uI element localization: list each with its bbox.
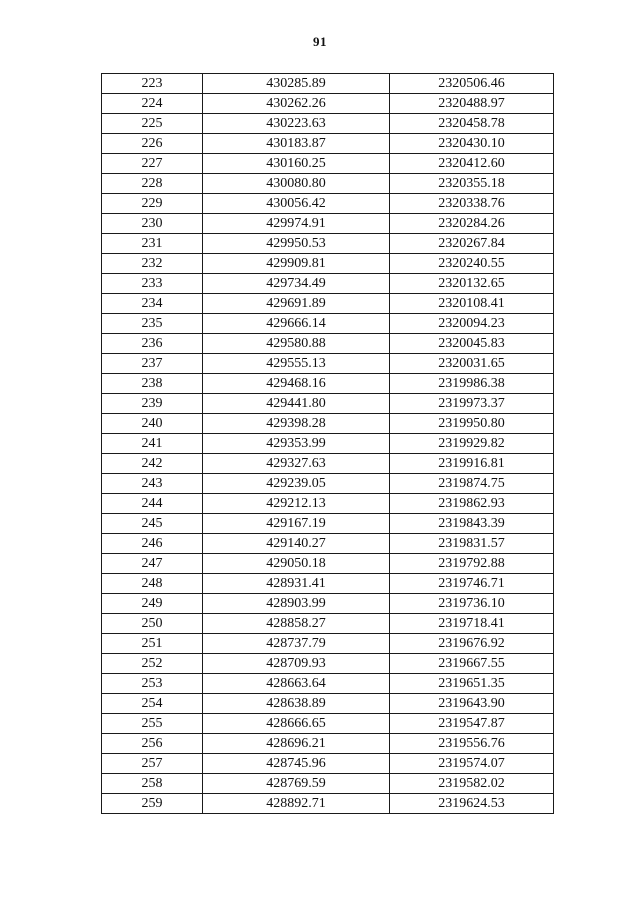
y-coordinate-cell: 2319667.55 bbox=[390, 654, 554, 674]
table-row bbox=[102, 254, 554, 274]
x-coordinate-cell: 428709.93 bbox=[203, 654, 390, 674]
y-coordinate-cell: 2319916.81 bbox=[390, 454, 554, 474]
x-coordinate-cell: 428666.65 bbox=[203, 714, 390, 734]
point-number-cell: 245 bbox=[102, 514, 203, 534]
x-coordinate-cell: 430056.42 bbox=[203, 194, 390, 214]
x-coordinate-cell: 429327.63 bbox=[203, 454, 390, 474]
y-coordinate-cell: 2320506.46 bbox=[390, 74, 554, 94]
y-coordinate-cell: 2320132.65 bbox=[390, 274, 554, 294]
y-coordinate-cell: 2319574.07 bbox=[390, 754, 554, 774]
table-row bbox=[102, 434, 554, 454]
point-number-cell: 238 bbox=[102, 374, 203, 394]
point-number-cell: 224 bbox=[102, 94, 203, 114]
point-number-cell: 232 bbox=[102, 254, 203, 274]
y-coordinate-cell: 2319843.39 bbox=[390, 514, 554, 534]
point-number-cell: 231 bbox=[102, 234, 203, 254]
x-coordinate-cell: 429050.18 bbox=[203, 554, 390, 574]
table-row bbox=[102, 454, 554, 474]
x-coordinate-cell: 429555.13 bbox=[203, 354, 390, 374]
y-coordinate-cell: 2319556.76 bbox=[390, 734, 554, 754]
table-row bbox=[102, 774, 554, 794]
y-coordinate-cell: 2319736.10 bbox=[390, 594, 554, 614]
point-number-cell: 255 bbox=[102, 714, 203, 734]
x-coordinate-cell: 429974.91 bbox=[203, 214, 390, 234]
table-row bbox=[102, 194, 554, 214]
y-coordinate-cell: 2319986.38 bbox=[390, 374, 554, 394]
point-number-cell: 227 bbox=[102, 154, 203, 174]
table-row bbox=[102, 214, 554, 234]
table-row bbox=[102, 574, 554, 594]
table-row bbox=[102, 634, 554, 654]
table-row bbox=[102, 494, 554, 514]
x-coordinate-cell: 430183.87 bbox=[203, 134, 390, 154]
y-coordinate-cell: 2319582.02 bbox=[390, 774, 554, 794]
y-coordinate-cell: 2320338.76 bbox=[390, 194, 554, 214]
y-coordinate-cell: 2319950.80 bbox=[390, 414, 554, 434]
x-coordinate-cell: 428769.59 bbox=[203, 774, 390, 794]
table-row bbox=[102, 234, 554, 254]
table-row bbox=[102, 334, 554, 354]
y-coordinate-cell: 2320094.23 bbox=[390, 314, 554, 334]
point-number-cell: 243 bbox=[102, 474, 203, 494]
table-row bbox=[102, 654, 554, 674]
x-coordinate-cell: 428737.79 bbox=[203, 634, 390, 654]
point-number-cell: 253 bbox=[102, 674, 203, 694]
point-number-cell: 230 bbox=[102, 214, 203, 234]
x-coordinate-cell: 430262.26 bbox=[203, 94, 390, 114]
table-row bbox=[102, 274, 554, 294]
x-coordinate-cell: 429441.80 bbox=[203, 394, 390, 414]
point-number-cell: 251 bbox=[102, 634, 203, 654]
point-number-cell: 254 bbox=[102, 694, 203, 714]
y-coordinate-cell: 2320108.41 bbox=[390, 294, 554, 314]
x-coordinate-cell: 429353.99 bbox=[203, 434, 390, 454]
point-number-cell: 239 bbox=[102, 394, 203, 414]
point-number-cell: 237 bbox=[102, 354, 203, 374]
point-number-cell: 244 bbox=[102, 494, 203, 514]
y-coordinate-cell: 2319746.71 bbox=[390, 574, 554, 594]
table-row bbox=[102, 114, 554, 134]
point-number-cell: 235 bbox=[102, 314, 203, 334]
y-coordinate-cell: 2319624.53 bbox=[390, 794, 554, 814]
table-row bbox=[102, 414, 554, 434]
point-number-cell: 223 bbox=[102, 74, 203, 94]
table-row bbox=[102, 314, 554, 334]
x-coordinate-cell: 429239.05 bbox=[203, 474, 390, 494]
y-coordinate-cell: 2319676.92 bbox=[390, 634, 554, 654]
table-row bbox=[102, 694, 554, 714]
x-coordinate-cell: 429212.13 bbox=[203, 494, 390, 514]
y-coordinate-cell: 2320284.26 bbox=[390, 214, 554, 234]
x-coordinate-cell: 428892.71 bbox=[203, 794, 390, 814]
x-coordinate-cell: 430285.89 bbox=[203, 74, 390, 94]
table-row bbox=[102, 474, 554, 494]
table-row bbox=[102, 354, 554, 374]
table-row bbox=[102, 514, 554, 534]
point-number-cell: 250 bbox=[102, 614, 203, 634]
point-number-cell: 234 bbox=[102, 294, 203, 314]
table-row bbox=[102, 174, 554, 194]
coordinates-table bbox=[101, 73, 554, 814]
table-row bbox=[102, 134, 554, 154]
y-coordinate-cell: 2320267.84 bbox=[390, 234, 554, 254]
y-coordinate-cell: 2320412.60 bbox=[390, 154, 554, 174]
x-coordinate-cell: 428638.89 bbox=[203, 694, 390, 714]
table-row bbox=[102, 714, 554, 734]
table-row bbox=[102, 614, 554, 634]
y-coordinate-cell: 2320430.10 bbox=[390, 134, 554, 154]
table-row bbox=[102, 754, 554, 774]
y-coordinate-cell: 2319718.41 bbox=[390, 614, 554, 634]
y-coordinate-cell: 2319547.87 bbox=[390, 714, 554, 734]
table-row bbox=[102, 294, 554, 314]
table-row bbox=[102, 674, 554, 694]
table-row bbox=[102, 74, 554, 94]
y-coordinate-cell: 2320031.65 bbox=[390, 354, 554, 374]
x-coordinate-cell: 429950.53 bbox=[203, 234, 390, 254]
x-coordinate-cell: 430160.25 bbox=[203, 154, 390, 174]
y-coordinate-cell: 2320488.97 bbox=[390, 94, 554, 114]
page-number: 91 bbox=[313, 34, 327, 49]
x-coordinate-cell: 429140.27 bbox=[203, 534, 390, 554]
x-coordinate-cell: 429580.88 bbox=[203, 334, 390, 354]
point-number-cell: 259 bbox=[102, 794, 203, 814]
table-row bbox=[102, 394, 554, 414]
point-number-cell: 247 bbox=[102, 554, 203, 574]
x-coordinate-cell: 428931.41 bbox=[203, 574, 390, 594]
x-coordinate-cell: 428745.96 bbox=[203, 754, 390, 774]
table-row bbox=[102, 594, 554, 614]
x-coordinate-cell: 430223.63 bbox=[203, 114, 390, 134]
point-number-cell: 242 bbox=[102, 454, 203, 474]
x-coordinate-cell: 429167.19 bbox=[203, 514, 390, 534]
y-coordinate-cell: 2320240.55 bbox=[390, 254, 554, 274]
y-coordinate-cell: 2319792.88 bbox=[390, 554, 554, 574]
table-row bbox=[102, 534, 554, 554]
table-row bbox=[102, 154, 554, 174]
point-number-cell: 228 bbox=[102, 174, 203, 194]
point-number-cell: 229 bbox=[102, 194, 203, 214]
point-number-cell: 226 bbox=[102, 134, 203, 154]
table-row bbox=[102, 554, 554, 574]
point-number-cell: 236 bbox=[102, 334, 203, 354]
point-number-cell: 241 bbox=[102, 434, 203, 454]
coordinates-table-body bbox=[102, 74, 554, 814]
y-coordinate-cell: 2319973.37 bbox=[390, 394, 554, 414]
x-coordinate-cell: 429691.89 bbox=[203, 294, 390, 314]
y-coordinate-cell: 2319651.35 bbox=[390, 674, 554, 694]
point-number-cell: 248 bbox=[102, 574, 203, 594]
x-coordinate-cell: 429398.28 bbox=[203, 414, 390, 434]
x-coordinate-cell: 428696.21 bbox=[203, 734, 390, 754]
x-coordinate-cell: 428663.64 bbox=[203, 674, 390, 694]
x-coordinate-cell: 429734.49 bbox=[203, 274, 390, 294]
x-coordinate-cell: 428903.99 bbox=[203, 594, 390, 614]
table-row bbox=[102, 794, 554, 814]
y-coordinate-cell: 2319874.75 bbox=[390, 474, 554, 494]
y-coordinate-cell: 2320458.78 bbox=[390, 114, 554, 134]
point-number-cell: 240 bbox=[102, 414, 203, 434]
x-coordinate-cell: 430080.80 bbox=[203, 174, 390, 194]
point-number-cell: 233 bbox=[102, 274, 203, 294]
y-coordinate-cell: 2319862.93 bbox=[390, 494, 554, 514]
table-row bbox=[102, 734, 554, 754]
y-coordinate-cell: 2320045.83 bbox=[390, 334, 554, 354]
table-row bbox=[102, 94, 554, 114]
y-coordinate-cell: 2319929.82 bbox=[390, 434, 554, 454]
x-coordinate-cell: 429468.16 bbox=[203, 374, 390, 394]
y-coordinate-cell: 2319643.90 bbox=[390, 694, 554, 714]
point-number-cell: 246 bbox=[102, 534, 203, 554]
point-number-cell: 256 bbox=[102, 734, 203, 754]
point-number-cell: 252 bbox=[102, 654, 203, 674]
y-coordinate-cell: 2320355.18 bbox=[390, 174, 554, 194]
table-row bbox=[102, 374, 554, 394]
x-coordinate-cell: 428858.27 bbox=[203, 614, 390, 634]
y-coordinate-cell: 2319831.57 bbox=[390, 534, 554, 554]
point-number-cell: 249 bbox=[102, 594, 203, 614]
point-number-cell: 258 bbox=[102, 774, 203, 794]
x-coordinate-cell: 429909.81 bbox=[203, 254, 390, 274]
x-coordinate-cell: 429666.14 bbox=[203, 314, 390, 334]
point-number-cell: 257 bbox=[102, 754, 203, 774]
point-number-cell: 225 bbox=[102, 114, 203, 134]
